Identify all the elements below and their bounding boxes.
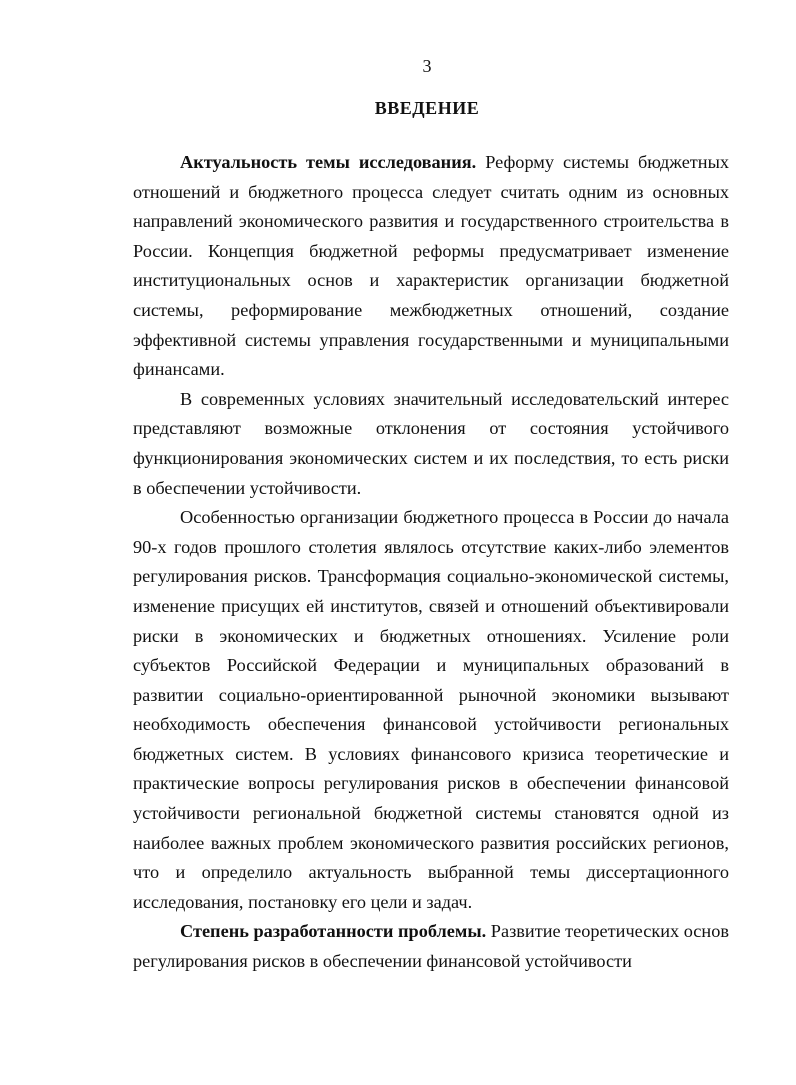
page-number: 3 [422,56,432,76]
paragraph-text-relevance: Реформу системы бюджетных отношений и бюджетного процесса следует считать одним из основных направлений экономического развития и государственного строительства в России. Концепция бюджетной реформы предусматривает изменение институциональных основ и характеристик организации бюджетной системы, реформирование межбюджетных отношений, создание эффективной системы управления государственными и муниципальными финансами. [133,152,729,380]
body-text [133,148,729,977]
paragraph-development-degree [133,917,729,976]
paragraph-text-development-degree: Развитие теоретических основ регулирования рисков в обеспечении финансовой устойчивости [133,921,729,972]
paragraph-lead-relevance: Актуальность темы исследования. [180,152,477,172]
paragraph-text-modern-conditions: В современных условиях значительный исследовательский интерес представляют возможные отклонения от состояния устойчивого функционирования экономических систем и их последствия, то есть риски в обеспечении устойчивости. [133,388,729,498]
paragraph-budget-process [133,503,729,917]
paragraph-modern-conditions [133,385,729,503]
paragraph-relevance [133,148,729,385]
section-heading: ВВЕДЕНИЕ [374,98,480,118]
paragraph-lead-development-degree: Степень разработанности проблемы. [180,921,487,942]
paragraph-text-budget-process: Особенностью организации бюджетного процесса в России до начала 90-х годов прошлого столетия являлось отсутствие каких-либо элементов регулирования рисков. Трансформация социально-экономической системы, изменение присущих ей институтов, связей и отношений объективировали риски в экономических и бюджетных отношениях. Усиление роли субъектов Российской Федерации и муниципальных образований в развитии социально-ориентированной рыночной экономики вызывают необходимость обеспечения финансовой устойчивости региональных бюджетных систем. В условиях финансового кризиса теоретические и практические вопросы регулирования рисков в обеспечении финансовой устойчивости региональной бюджетной системы становятся одной из наиболее важных проблем экономического развития российских регионов, что и определило актуальность выбранной темы диссертационного исследования, постановку его цели и задач. [133,507,729,912]
